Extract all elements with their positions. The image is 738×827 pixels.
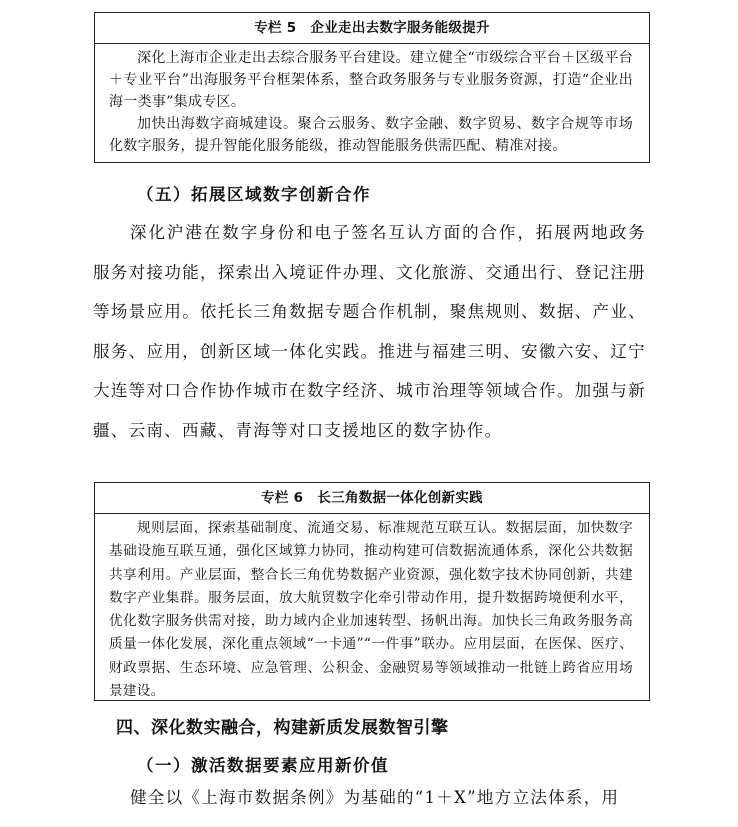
body-paragraph: 深化沪港在数字身份和电子签名互认方面的合作，拓展两地政务服务对接功能，探索出入境证件办理、文化旅游、交通出行、登记注册等场景应用。依托长三角数据专题合作机制，聚焦规则、数据、产业、服务、应用，创新区域一体化实践。推进与福建三明、安徽六安、辽宁大连等对口合作协作城市在数字经济、城市治理等领域合作。加强与新疆、云南、西藏、青海等对口支援地区的数字协作。 [93, 223, 646, 440]
feature-box-5-paragraph: 加快出海数字商城建设。聚合云服务、数字金融、数字贸易、数字合规等市场化数字服务，提升智能化服务能级，推动智能服务供需匹配、精准对接。 [109, 116, 633, 154]
section-heading-4: 四、深化数实融合，构建新质发展数智引擎 [116, 718, 449, 738]
subsection-heading-1: （一）激活数据要素应用新价值 [137, 756, 389, 775]
feature-box-5-paragraph: 深化上海市企业走出去综合服务平台建设。建立健全“市级综合平台＋区级平台＋专业平台”出海服务平台框架体系，整合政务服务与专业服务资源，打造“企业出海一类事”集成专区。 [109, 50, 633, 110]
feature-box-6 [94, 482, 650, 701]
feature-box-6-header [95, 483, 649, 514]
feature-box-6-paragraph: 规则层面，探索基础制度、流通交易、标准规范互联互认。数据层面，加快数字基础设施互联互通，强化区域算力协同，推动构建可信数据流通体系，深化公共数据共享利用。产业层面，整合长三角优势数据产业资源，强化数字技术协同创新，共建数字产业集群。服务层面，放大航贸数字化牵引带动作用，提升数据跨境便利水平，优化数字服务供需对接，助力域内企业加速转型、扬帆出海。加快长三角政务服务高质量一体化发展，深化重点领域“一卡通”“一件事”联办。应用层面，在医保、医疗、财政票据、生态环境、应急管理、公积金、金融贸易等领域推动一批链上跨省应用场景建设。 [109, 520, 633, 700]
feature-box-5-body [95, 44, 649, 159]
feature-box-5-title: 企业走出去数字服务能级提升 [310, 20, 490, 36]
subsection-heading-5: （五）拓展区域数字创新合作 [137, 185, 371, 204]
feature-box-6-body [95, 514, 649, 705]
feature-box-5 [94, 12, 650, 163]
feature-box-6-label: 专栏 6 [261, 490, 304, 506]
feature-box-6-title: 长三角数据一体化创新实践 [317, 490, 483, 506]
feature-box-5-label: 专栏 5 [254, 20, 297, 36]
feature-box-5-header [95, 13, 649, 44]
body-paragraph: 健全以《上海市数据条例》为基础的“1＋X”地方立法体系，用 [130, 788, 620, 807]
